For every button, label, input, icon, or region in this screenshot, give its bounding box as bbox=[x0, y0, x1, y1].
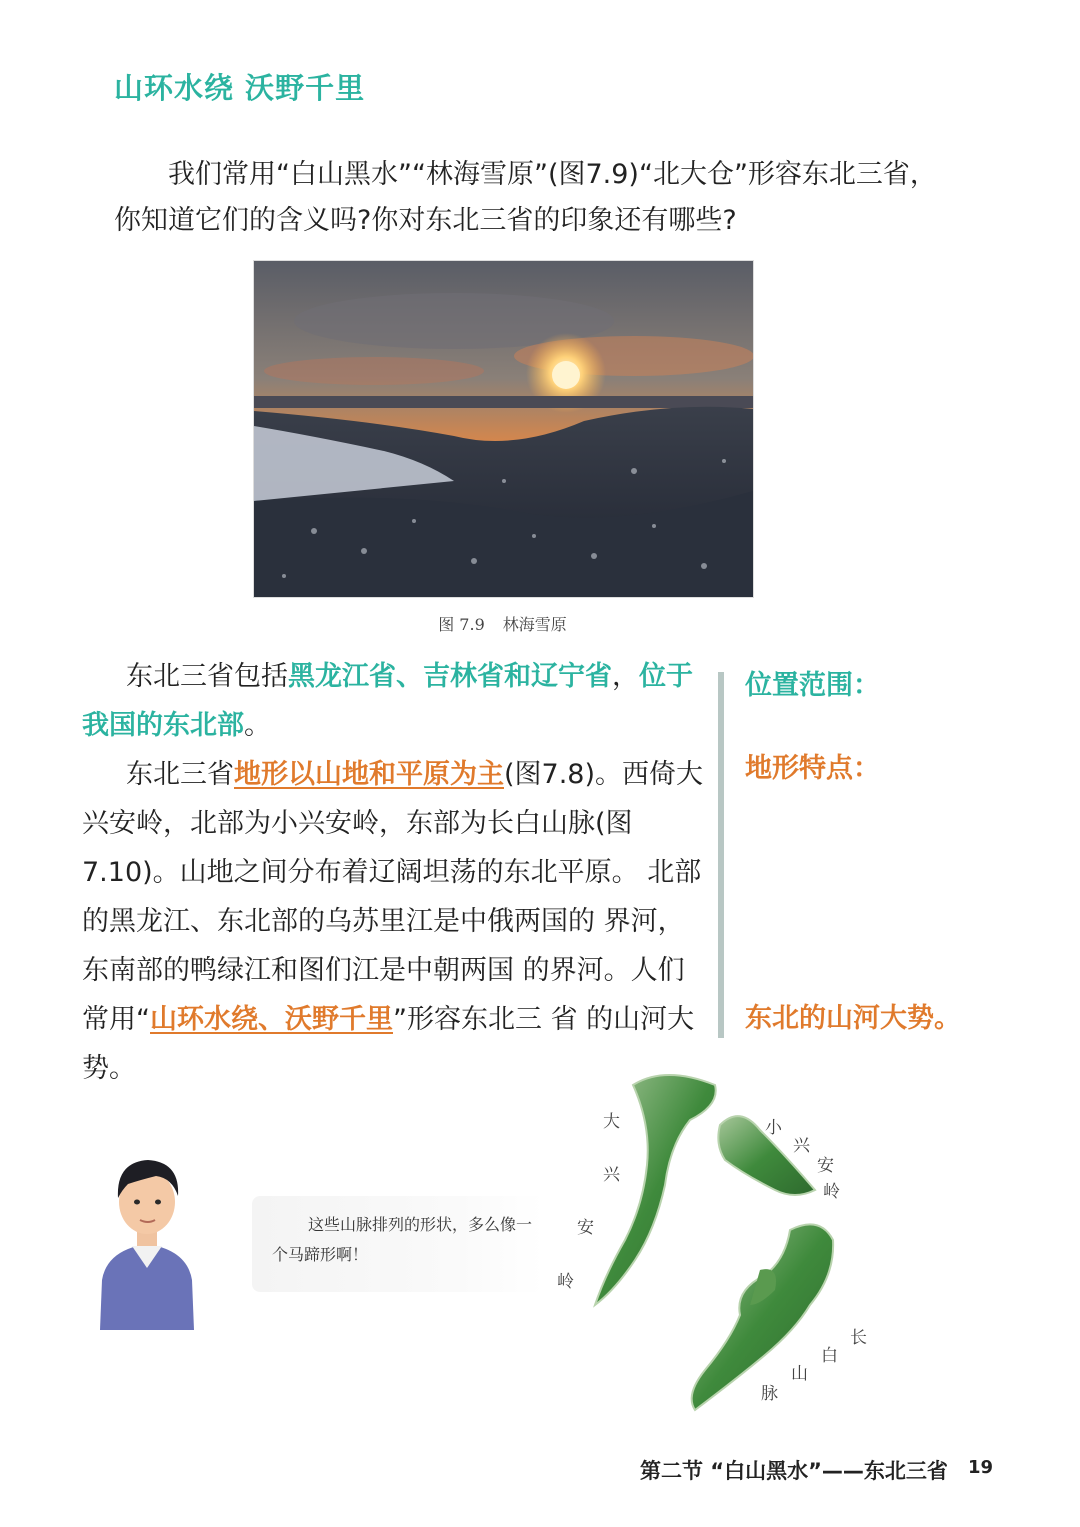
map-label-xxal-2: 兴 bbox=[793, 1136, 810, 1156]
map-label-cbs-3: 山 bbox=[791, 1364, 808, 1384]
figure-title: 林海雪原 bbox=[502, 615, 567, 634]
mountain-range-map bbox=[555, 1065, 885, 1415]
footer-section-title: 第二节 “白山黑水”——东北三省 bbox=[640, 1459, 948, 1483]
section-title: 山环水绕 沃野千里 bbox=[114, 71, 366, 105]
side-note-terrain: 地形特点： bbox=[745, 753, 880, 784]
map-label-dxal-2: 兴 bbox=[603, 1165, 620, 1185]
map-label-xxal-1: 小 bbox=[765, 1118, 782, 1138]
forest-snow-photo bbox=[253, 260, 754, 598]
speech-bubble-text: 这些山脉排列的形状，多么像一个马蹄形啊！ bbox=[272, 1215, 533, 1264]
map-label-cbs-1: 长 bbox=[850, 1328, 867, 1348]
figure-number: 图 7.9 bbox=[438, 615, 485, 634]
page-number: 19 bbox=[968, 1457, 994, 1478]
side-note-position: 位置范围： bbox=[745, 670, 880, 701]
map-label-cbs-4: 脉 bbox=[761, 1384, 778, 1404]
paragraph-location bbox=[82, 652, 707, 750]
p2-highlight-terrain: 地形以山地和平原为主 bbox=[234, 759, 504, 790]
p1-highlight-provinces: 黑龙江省、吉林省和辽宁省 bbox=[288, 661, 612, 692]
map-label-xxal-4: 岭 bbox=[823, 1182, 840, 1202]
intro-line-2: 你知道它们的含义吗?你对东北三省的印象还有哪些? bbox=[114, 205, 737, 236]
intro-paragraph bbox=[114, 152, 964, 244]
map-label-dxal-3: 安 bbox=[577, 1218, 594, 1238]
p1-suffix: 。 bbox=[244, 710, 271, 741]
map-label-cbs-2: 白 bbox=[821, 1346, 838, 1366]
figure-caption bbox=[0, 612, 1005, 635]
p1-highlight-location: 位于我国的东北部 bbox=[82, 661, 693, 741]
paragraph-terrain bbox=[82, 750, 707, 1093]
p2-middle: (图7.8)。西倚大兴安岭，北部为小兴安岭，东部为长白山脉(图7.10)。山地之间分布着辽阔坦荡的东北平原。 北部的黑龙江、东北部的乌苏里江是中俄两国的 界河，东南部的鸭绿江和图们江是中朝两国 的界河。人们常用“ bbox=[82, 759, 704, 1035]
p1-prefix: 东北三省包括 bbox=[126, 661, 288, 692]
body-text bbox=[82, 652, 707, 1093]
side-divider bbox=[718, 672, 724, 1038]
p2-highlight-phrase: 山环水绕、沃野千里 bbox=[150, 1004, 393, 1035]
map-label-dxal-1: 大 bbox=[603, 1112, 620, 1132]
p2-prefix: 东北三省 bbox=[126, 759, 234, 790]
boy-illustration bbox=[92, 1140, 202, 1330]
map-label-dxal-4: 岭 bbox=[557, 1272, 574, 1292]
side-note-trend: 东北的山河大势。 bbox=[745, 1003, 961, 1034]
p2-suffix: ”形容东北三 省 的山河大势。 bbox=[82, 1004, 695, 1084]
intro-line-1: 我们常用“白山黑水”“林海雪原”(图7.9)“北大仓”形容东北三省， bbox=[168, 159, 937, 190]
map-label-xxal-3: 安 bbox=[817, 1156, 834, 1176]
p1-comma: ， bbox=[612, 661, 639, 692]
